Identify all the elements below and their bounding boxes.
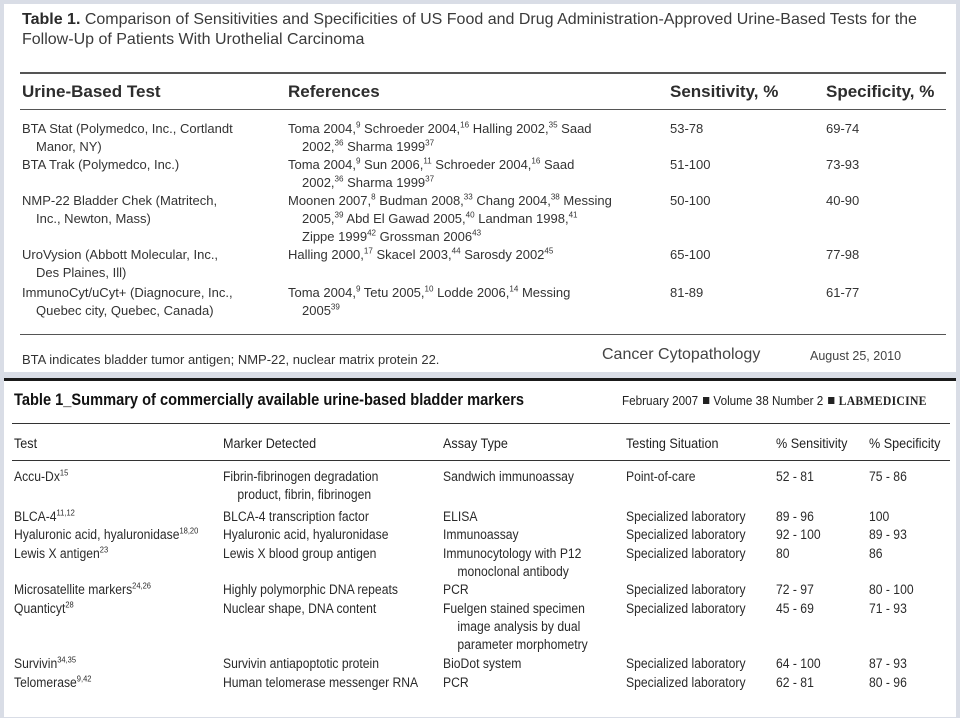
table1-header-specificity: Specificity, % <box>826 82 935 101</box>
publication-date: February 2007 <box>622 393 699 408</box>
assay-line: PCR <box>443 675 469 690</box>
reference-superscript: 16 <box>460 120 470 130</box>
reference-superscript: 35 <box>548 120 558 130</box>
reference-superscript: 38 <box>550 192 560 202</box>
table2-sensitivity-cell: 89 - 96 <box>776 509 814 524</box>
table1-specificity-cell: 40-90 <box>826 193 860 208</box>
journal-name: Cancer Cytopathology <box>602 346 761 363</box>
test-superscript: 24,26 <box>132 580 151 591</box>
table1-specificity-cell: 69-74 <box>826 121 860 136</box>
reference-superscript: 42 <box>367 228 377 238</box>
test-superscript: 28 <box>65 599 74 610</box>
table2-test-cell: Accu-Dx$^{15}$ <box>14 467 69 484</box>
table2-header-assay: Assay Type <box>443 435 508 451</box>
reference-line: Toma 2004,$^9$ Tetu 2005,10 Lodde 2006,14 Messing <box>288 284 571 300</box>
table1-references-cell <box>288 246 658 264</box>
reference-superscript: 10 <box>424 284 434 294</box>
assay-line: ELISA <box>443 509 478 524</box>
table2-sensitivity-cell: 80 <box>776 546 790 561</box>
reference-line: 2002,36 Sharma 1999$^{37}$ <box>302 138 435 154</box>
table1-top-rule <box>20 72 946 74</box>
table2-situation-cell: Specialized laboratory <box>626 601 746 616</box>
table1-header-test: Urine-Based Test <box>22 82 161 101</box>
table1-header-references: References <box>288 82 380 101</box>
table2-sensitivity-cell: 64 - 100 <box>776 656 821 671</box>
marker-line: Survivin antiapoptotic protein <box>223 656 380 671</box>
reference-line: 2002,36 Sharma 1999$^{37}$ <box>302 174 435 190</box>
assay-line: PCR <box>443 582 469 597</box>
table2-specificity-cell: 71 - 93 <box>869 601 907 616</box>
table1-specificity-cell: 73-93 <box>826 157 860 172</box>
test-line: NMP-22 Bladder Chek (Matritech, <box>22 193 218 208</box>
reference-superscript: 16 <box>531 156 541 166</box>
table1-references-cell <box>288 120 658 156</box>
table2-situation-cell: Specialized laboratory <box>626 509 746 524</box>
table2-situation-cell: Specialized laboratory <box>626 675 746 690</box>
table2-specificity-cell: 86 <box>869 546 883 561</box>
table2-header-test: Test <box>14 435 38 451</box>
reference-superscript: 45 <box>544 246 554 256</box>
table2-specificity-cell: 80 - 100 <box>869 582 914 597</box>
test-superscript: 18,20 <box>179 525 199 536</box>
table1-sensitivity-cell: 50-100 <box>670 193 711 208</box>
table1-test-cell <box>22 192 284 228</box>
table2-header-rule <box>12 460 950 461</box>
marker-line: Hyaluronic acid, hyaluronidase <box>223 527 389 542</box>
reference-superscript: 14 <box>509 284 519 294</box>
marker-line: Nuclear shape, DNA content <box>223 601 377 616</box>
table2-sensitivity-cell: 45 - 69 <box>776 601 814 616</box>
table1-footnote: BTA indicates bladder tumor antigen; NMP-22, nuclear matrix protein 22. <box>22 352 440 367</box>
table2-title: Table 1_Summary of commercially available urine-based bladder markers <box>14 390 525 409</box>
table2-header-sensitivity: % Sensitivity <box>776 435 848 451</box>
table1-caption: Comparison of Sensitivities and Specificities of US Food and Drug Administration-Approved Urine-Based Tests for the Follow-Up of Patients With Urothelial Carcinoma <box>22 11 917 48</box>
table2-marker-cell <box>223 508 369 526</box>
table2-test-cell: Quanticyt$^{28}$ <box>14 599 74 616</box>
table1-specificity-cell: 61-77 <box>826 285 860 300</box>
table2-specificity-cell: 80 - 96 <box>869 675 907 690</box>
reference-line: Toma 2004,$^9$ Sun 2006,11 Schroeder 2004,16 Saad <box>288 156 575 172</box>
test-superscript: 9,42 <box>76 673 92 684</box>
table2-specificity-cell: 87 - 93 <box>869 656 907 671</box>
test-superscript: 23 <box>99 544 109 555</box>
test-line: Des Plaines, Ill) <box>36 265 127 280</box>
marker-line: Human telomerase messenger RNA <box>223 675 419 690</box>
table1-test-cell <box>22 120 284 156</box>
table1-test-cell <box>22 246 284 282</box>
marker-line: product, fibrin, fibrinogen <box>237 487 372 502</box>
table1-test-cell <box>22 284 284 320</box>
marker-line: Highly polymorphic DNA repeats <box>223 582 398 597</box>
reference-line: Toma 2004,$^9$ Schroeder 2004,16 Halling 2002,35 Saad <box>288 120 592 136</box>
reference-superscript: 39 <box>330 302 340 312</box>
reference-superscript: 36 <box>334 174 344 184</box>
table1-bottom-rule <box>20 334 946 335</box>
assay-line: monoclonal antibody <box>457 564 569 579</box>
table2-publication-line <box>622 393 927 409</box>
reference-line: Zippe 1999$^{42}$ Grossman 2006$^{43}$ <box>302 228 482 244</box>
table2-situation-cell: Point-of-care <box>626 469 696 484</box>
table2-sensitivity-cell: 72 - 97 <box>776 582 814 597</box>
table2-situation-cell: Specialized laboratory <box>626 582 746 597</box>
table2-situation-cell: Specialized laboratory <box>626 656 746 671</box>
publication-brand: LABMEDICINE <box>838 393 927 408</box>
reference-superscript: 41 <box>568 210 578 220</box>
table1-test-cell <box>22 156 284 174</box>
reference-superscript: 8 <box>371 192 376 202</box>
reference-superscript: 17 <box>363 246 373 256</box>
table2-test-cell: BLCA-4$^{11,12}$ <box>14 507 75 524</box>
table1-references-cell <box>288 192 658 246</box>
journal-date: August 25, 2010 <box>810 349 902 363</box>
table1-references-cell <box>288 284 658 320</box>
table2-marker-cell <box>223 674 418 692</box>
assay-line: Fuelgen stained specimen <box>443 601 585 616</box>
publication-volume: Volume 38 Number 2 <box>713 393 824 408</box>
test-superscript: 15 <box>59 467 69 478</box>
reference-superscript: 40 <box>465 210 475 220</box>
square-bullet-icon <box>703 397 709 404</box>
assay-line: Immunoassay <box>443 527 519 542</box>
reference-superscript: 39 <box>334 210 344 220</box>
table1-sensitivity-cell: 65-100 <box>670 247 711 262</box>
table2-marker-cell <box>223 655 379 673</box>
table2-assay-cell <box>443 526 519 544</box>
marker-line: Fibrin-fibrinogen degradation <box>223 469 379 484</box>
table1-specificity-cell: 77-98 <box>826 247 860 262</box>
test-line: Inc., Newton, Mass) <box>36 211 151 226</box>
table2-situation-cell: Specialized laboratory <box>626 527 746 542</box>
test-superscript: 11,12 <box>56 507 75 518</box>
test-line: Quebec city, Quebec, Canada) <box>36 303 214 318</box>
reference-superscript: 44 <box>451 246 461 256</box>
table2-assay-cell <box>443 600 588 654</box>
reference-superscript: 9 <box>355 156 361 166</box>
table2-sensitivity-cell: 92 - 100 <box>776 527 821 542</box>
test-line: BTA Trak (Polymedco, Inc.) <box>22 157 180 172</box>
test-superscript: 34,35 <box>57 654 77 665</box>
table2-test-cell: Telomerase$^{9,42}$ <box>14 673 92 690</box>
table2-header-specificity: % Specificity <box>869 435 941 451</box>
table2-header-marker: Marker Detected <box>223 435 317 451</box>
table1-title <box>22 10 942 50</box>
table2-marker-cell <box>223 526 388 544</box>
reference-superscript: 11 <box>423 156 432 166</box>
assay-line: BioDot system <box>443 656 522 671</box>
table2-sensitivity-cell: 52 - 81 <box>776 469 814 484</box>
table1-references-cell <box>288 156 658 192</box>
table2-marker-cell <box>223 468 378 504</box>
reference-line: Halling 2000,17 Skacel 2003,44 Sarosdy 2002$^{45}$ <box>288 246 554 262</box>
table2-assay-cell <box>443 581 469 599</box>
reference-superscript: 37 <box>425 138 435 148</box>
table2-test-cell: Survivin$^{34,35}$ <box>14 654 77 671</box>
table2-test-cell: Microsatellite markers$^{24,26}$ <box>14 580 151 597</box>
table2-top-rule <box>12 423 950 424</box>
table2-specificity-cell: 75 - 86 <box>869 469 907 484</box>
assay-line: parameter morphometry <box>457 637 588 652</box>
reference-superscript: 36 <box>334 138 344 148</box>
table2-sensitivity-cell: 62 - 81 <box>776 675 814 690</box>
square-bullet-icon <box>828 397 834 404</box>
test-line: UroVysion (Abbott Molecular, Inc., <box>22 247 219 262</box>
table2-assay-cell <box>443 508 477 526</box>
reference-superscript: 37 <box>425 174 435 184</box>
table2-header-situation: Testing Situation <box>626 435 719 451</box>
table1-label: Table 1. <box>22 11 81 28</box>
reference-superscript: 9 <box>355 284 361 294</box>
table1-header-rule <box>20 109 946 110</box>
assay-line: Sandwich immunoassay <box>443 469 575 484</box>
marker-line: Lewis X blood group antigen <box>223 546 377 561</box>
marker-line: BLCA-4 transcription factor <box>223 509 369 524</box>
table2-marker-cell <box>223 545 376 563</box>
test-line: ImmunoCyt/uCyt+ (Diagnocure, Inc., <box>22 285 233 300</box>
table2-assay-cell <box>443 655 521 673</box>
reference-line: 2005$^{39}$ <box>302 302 340 318</box>
test-line: BTA Stat (Polymedco, Inc., Cortlandt <box>22 121 233 136</box>
table2-specificity-cell: 100 <box>869 509 890 524</box>
table2-situation-cell: Specialized laboratory <box>626 546 746 561</box>
reference-superscript: 33 <box>463 192 473 202</box>
reference-line: 2005,39 Abd El Gawad 2005,40 Landman 1998,41 <box>302 210 578 226</box>
reference-line: Moonen 2007,$^8$ Budman 2008,33 Chang 2004,38 Messing <box>288 192 612 208</box>
labmedicine-table-panel <box>4 378 956 717</box>
assay-line: image analysis by dual <box>457 619 581 634</box>
test-line: Manor, NY) <box>36 139 102 154</box>
table2-marker-cell <box>223 600 376 618</box>
table2-marker-cell <box>223 581 398 599</box>
reference-superscript: 9 <box>355 120 361 130</box>
table2-test-cell: Lewis X antigen$^{23}$ <box>14 544 109 561</box>
table1-sensitivity-cell: 51-100 <box>670 157 711 172</box>
table2-specificity-cell: 89 - 93 <box>869 527 907 542</box>
table1-sensitivity-cell: 81-89 <box>670 285 704 300</box>
table2-assay-cell <box>443 468 574 486</box>
cancer-cytopathology-table-panel <box>4 4 956 372</box>
assay-line: Immunocytology with P12 <box>443 546 582 561</box>
table2-assay-cell <box>443 545 581 581</box>
reference-superscript: 43 <box>472 228 482 238</box>
table2-test-cell: Hyaluronic acid, hyaluronidase$^{18,20}$ <box>14 525 199 542</box>
table1-header-sensitivity: Sensitivity, % <box>670 82 779 101</box>
table2-assay-cell <box>443 674 469 692</box>
table1-sensitivity-cell: 53-78 <box>670 121 704 136</box>
